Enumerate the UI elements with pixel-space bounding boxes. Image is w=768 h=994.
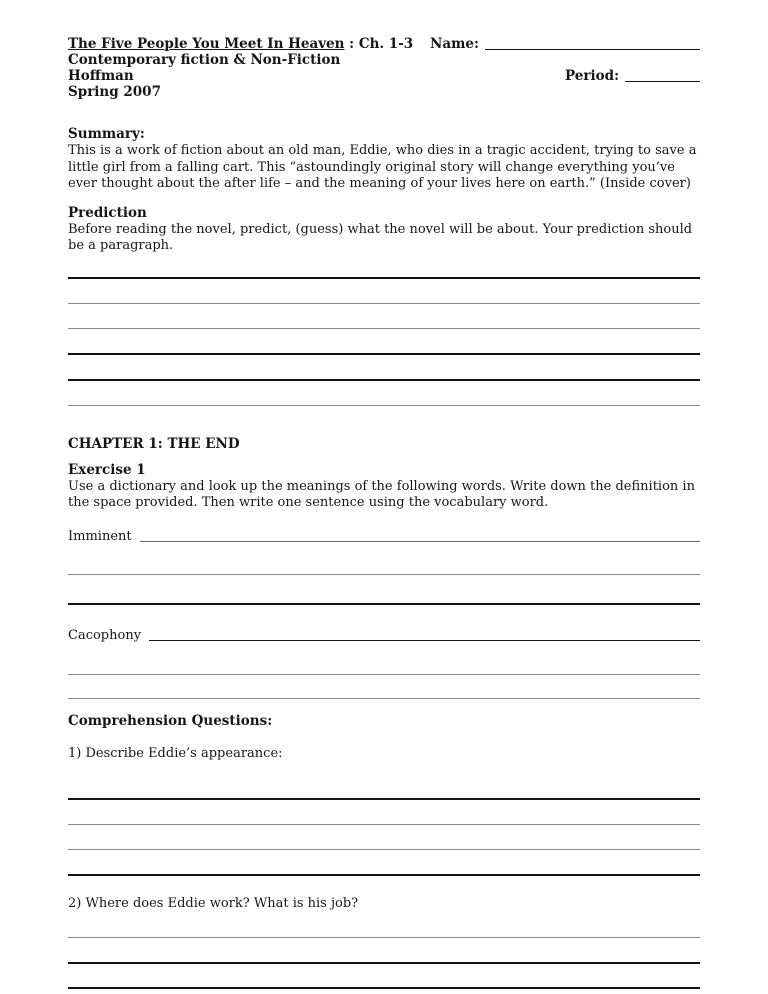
name-label: Name:: [430, 36, 479, 52]
answer-line: [68, 962, 700, 964]
doc-term: Spring 2007: [68, 84, 161, 100]
exercise-heading: Exercise 1: [68, 461, 146, 478]
exercise-instructions: Use a dictionary and look up the meanings of the following words. Write down the definition in the space provided. Then write one sentence using the vocabulary word.: [68, 478, 695, 510]
vocab-word: Imminent: [68, 528, 132, 544]
vocab-row-imminent: [68, 528, 700, 545]
doc-header: [68, 36, 700, 100]
answer-line: [68, 603, 700, 605]
summary-body: This is a work of fiction about an old man, Eddie, who dies in a tragic accident, trying to save a little girl from a falling cart. This “astoundingly original story will change everything you’ve ever thought about the after life – and the meaning of your lives here on earth.” (Inside cover): [68, 143, 697, 191]
prediction-section: [68, 205, 700, 406]
doc-author: Hoffman: [68, 68, 134, 84]
doc-title-main: The Five People You Meet In Heaven: [68, 36, 345, 52]
question-2: 2) Where does Eddie work? What is his job?: [68, 896, 359, 911]
period-field: [565, 68, 700, 84]
comprehension-heading: Comprehension Questions:: [68, 712, 273, 729]
answer-line: [68, 849, 700, 850]
answer-line: [68, 698, 700, 699]
answer-line: [68, 303, 700, 304]
answer-line: [68, 874, 700, 876]
doc-title-suffix: : Ch. 1-3: [344, 36, 414, 52]
name-field: [430, 36, 700, 52]
answer-line: [68, 574, 700, 575]
answer-line: [68, 328, 700, 329]
prediction-heading: Prediction: [68, 204, 147, 221]
answer-line: [68, 379, 700, 381]
answer-line: [68, 824, 700, 825]
chapter-heading: CHAPTER 1: THE END: [68, 435, 240, 452]
answer-line: [68, 987, 700, 989]
vocab-row-cacophony: [68, 627, 700, 644]
doc-title: [68, 36, 413, 52]
summary-heading: Summary:: [68, 126, 145, 142]
name-blank-line: [485, 49, 700, 50]
period-blank-line: [625, 81, 700, 82]
vocab-word: Cacophony: [68, 627, 142, 643]
answer-line: [68, 353, 700, 355]
chapter1-section: [68, 436, 700, 989]
answer-line: [68, 937, 700, 938]
answer-line: [68, 277, 700, 279]
doc-subtitle: Contemporary fiction & Non-Fiction: [68, 52, 341, 68]
answer-line: [149, 640, 700, 641]
summary-section: [68, 126, 700, 193]
prediction-body: Before reading the novel, predict, (guess) what the novel will be about. Your prediction should be a paragraph.: [68, 221, 693, 253]
answer-line: [140, 541, 700, 542]
answer-line: [68, 405, 700, 406]
question-1: 1) Describe Eddie’s appearance:: [68, 745, 283, 761]
period-label: Period:: [565, 68, 620, 84]
answer-line: [68, 674, 700, 675]
answer-line: [68, 798, 700, 800]
